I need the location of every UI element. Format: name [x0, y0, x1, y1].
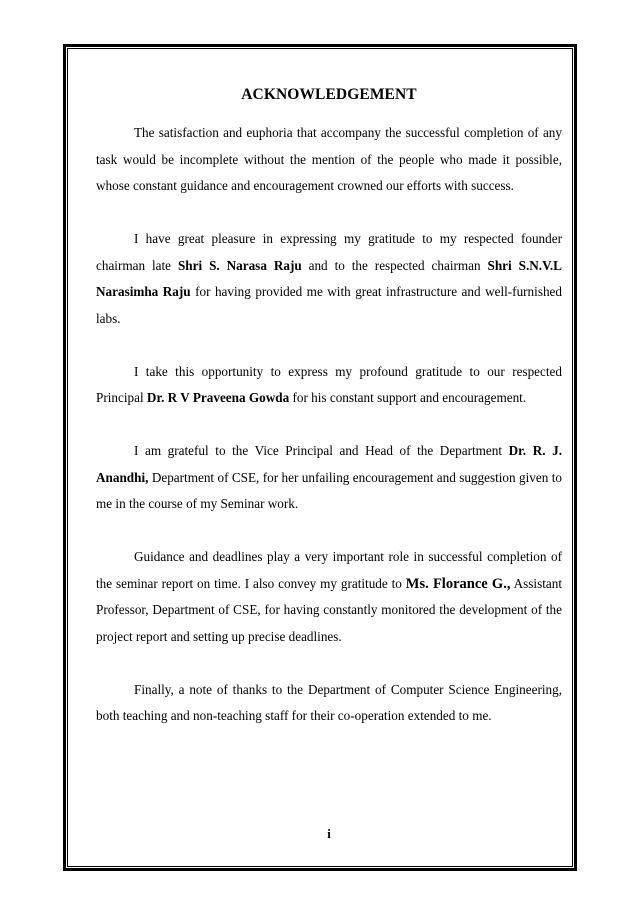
paragraph-text: Assistant Professor, Department of CSE, for having constantly monitored the development of the project report and setting up precise deadlines.: [96, 575, 562, 644]
paragraph-text: The satisfaction and euphoria that accompany the successful completion of any task would be incomplete without the mention of the people who made it possible, whose constant guidance and encouragement crowned our efforts with success.: [96, 125, 562, 193]
paragraph-text: I have great pleasure in expressing my gratitude to my respected founder chairman late: [96, 231, 562, 273]
bold-name-text: Shri S.N.V.L Narasimha Raju: [96, 257, 562, 299]
paragraph-vice-principal: [96, 438, 562, 518]
paragraph-guidance: [96, 544, 562, 650]
acknowledgement-body: [96, 120, 562, 756]
page-number: i: [327, 826, 331, 841]
page-title: ACKNOWLEDGEMENT: [241, 86, 417, 103]
paragraph-principal: [96, 359, 562, 412]
paragraph-text: for his constant support and encouragement.: [289, 390, 527, 405]
paragraph-text: Finally, a note of thanks to the Department of Computer Science Engineering, both teaching and non-teaching staff for their co-operation extended to me.: [96, 681, 562, 723]
bold-name-text: Shri S. Narasa Raju: [177, 257, 302, 273]
paragraph-satisfaction: [96, 120, 562, 200]
bold-name-text: Dr. R. J. Anandhi,: [96, 443, 562, 485]
paragraph-text: and to the respected chairman: [301, 257, 488, 273]
paragraph-text: Department of CSE, for her unfailing encouragement and suggestion given to me in the course of my Seminar work.: [96, 469, 562, 511]
paragraph-text: I take this opportunity to express my profound gratitude to our respected Principal: [96, 363, 562, 405]
bold-name-text: Ms. Florance G.,: [405, 575, 511, 592]
paragraph-text: for having provided me with great infrastructure and well-furnished labs.: [96, 284, 562, 326]
paragraph-department-thanks: [96, 677, 562, 730]
paragraph-text: I am grateful to the Vice Principal and Head of the Department: [134, 443, 509, 458]
paragraph-text: Guidance and deadlines play a very important role in successful completion of the seminar report on time. I also convey my gratitude to: [96, 549, 562, 591]
bold-name-text: Dr. R V Praveena Gowda: [146, 390, 290, 405]
paragraph-founder-chairman: [96, 226, 562, 332]
